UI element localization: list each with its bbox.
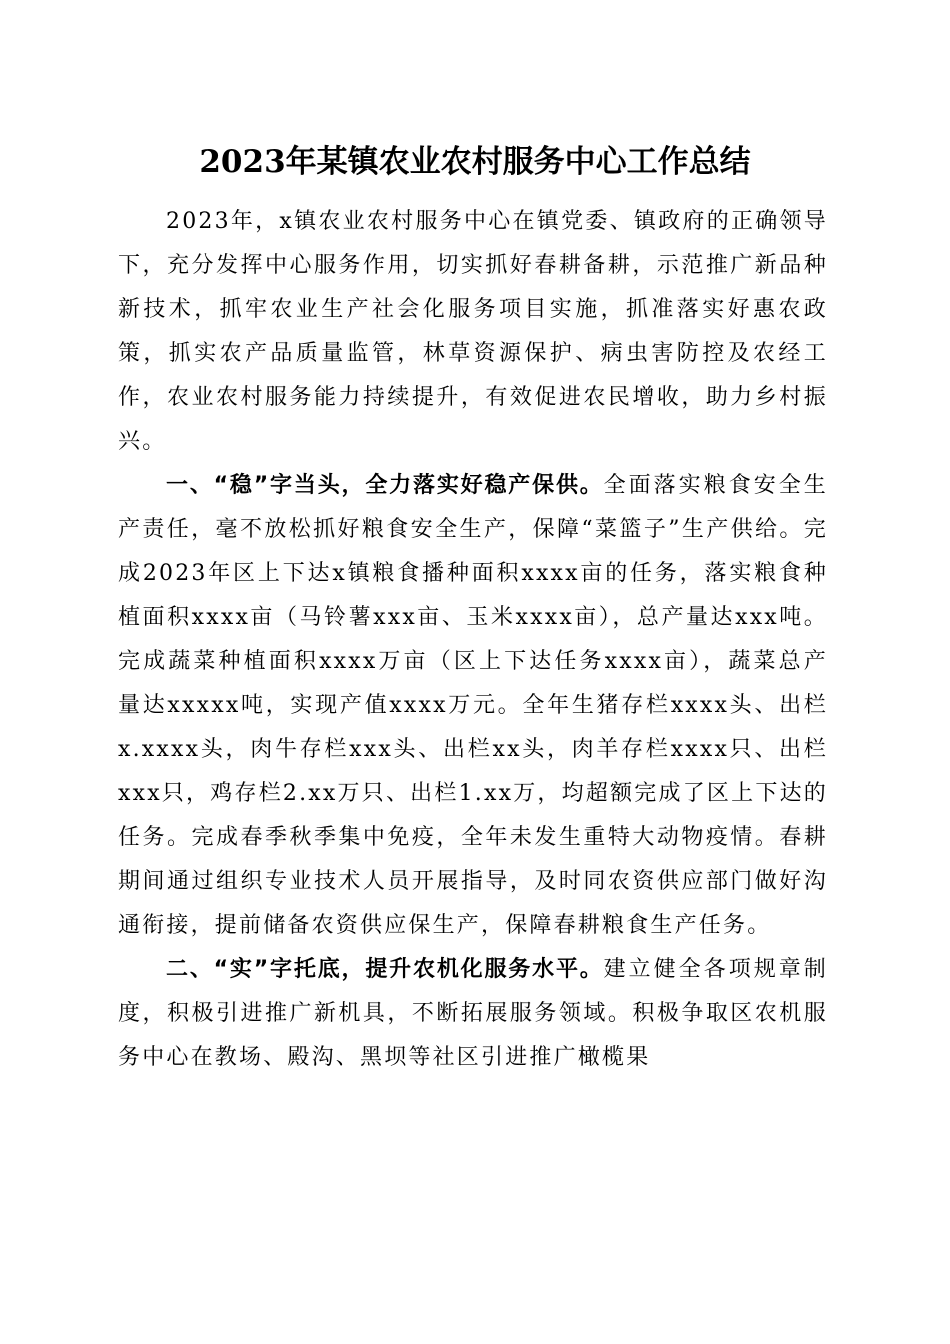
section-heading-2: 二、“实”字托底，提升农机化服务水平。 — [166, 957, 604, 982]
document-body — [118, 200, 828, 1080]
paragraph-text: 全面落实粮食安全生产责任，毫不放松抓好粮食安全生产，保障“菜篮子”生产供给。完成2023年区上下达x镇粮食播种面积xxxx亩的任务，落实粮食种植面积xxxx亩（马铃薯xxx亩、玉米xxxx亩），总产量达xxx吨。完成蔬菜种植面积xxxx万亩（区上下达任务xxxx亩），蔬菜总产量达xxxxx吨，实现产值xxxx万元。全年生猪存栏xxxx头、出栏x.xxxx头，肉牛存栏xxx头、出栏xx头，肉羊存栏xxxx只、出栏xxx只，鸡存栏2.xx万只、出栏1.xx万，均超额完成了区上下达的任务。完成春季秋季集中免疫，全年未发生重特大动物疫情。春耕期间通过组织专业技术人员开展指导，及时同农资供应部门做好沟通衔接，提前储备农资供应保生产，保障春耕粮食生产任务。 — [118, 473, 828, 938]
paragraph-intro — [118, 200, 828, 464]
paragraph-text: 建立健全各项规章制度，积极引进推广新机具，不断拓展服务领域。积极争取区农机服务中心在教场、殿沟、黑坝等社区引进推广橄榄果 — [118, 957, 828, 1070]
paragraph-section-1 — [118, 464, 828, 948]
paragraph-text: 2023年，x镇农业农村服务中心在镇党委、镇政府的正确领导下，充分发挥中心服务作用，切实抓好春耕备耕，示范推广新品种新技术，抓牢农业生产社会化服务项目实施，抓准落实好惠农政策，抓实农产品质量监管，林草资源保护、病虫害防控及农经工作，农业农村服务能力持续提升，有效促进农民增收，助力乡村振兴。 — [118, 209, 828, 454]
section-heading-1: 一、“稳”字当头，全力落实好稳产保供。 — [166, 473, 604, 498]
document-title: 2023年某镇农业农村服务中心工作总结 — [199, 144, 751, 180]
paragraph-section-2 — [118, 948, 828, 1080]
